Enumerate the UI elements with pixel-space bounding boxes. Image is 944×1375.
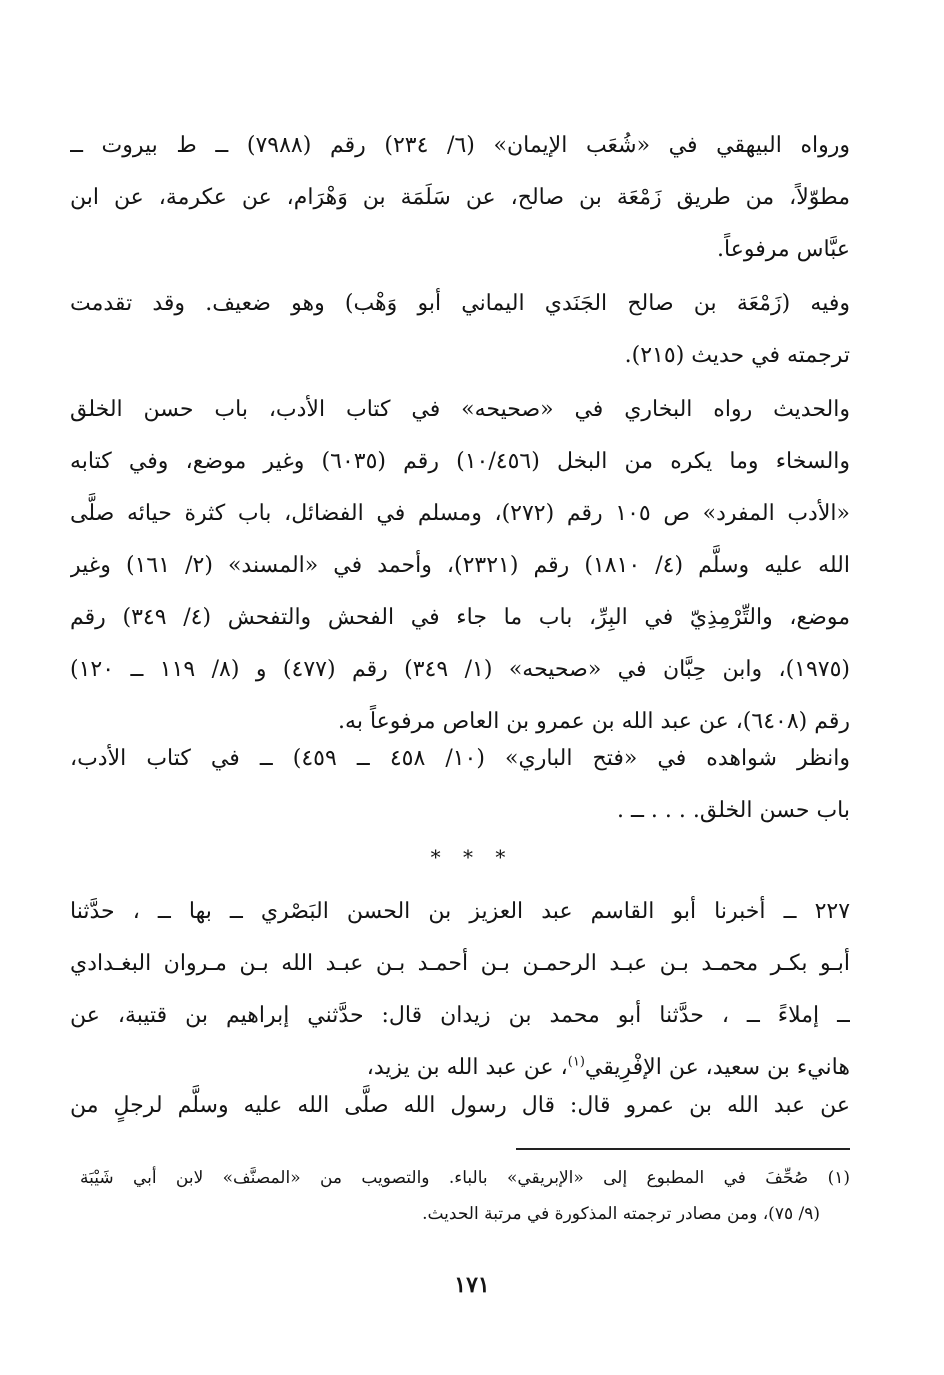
hadith-matn (70, 1080, 850, 1132)
text-line: الله عليه وسلَّم (٤/ ١٨١٠) رقم (٢٣٢١)، وأحمد في «المسند» (٢/ ١٦١) وغير (70, 553, 850, 578)
text-line: وفيه (زَمْعَة بن صالح الجَنَدي اليماني أبو وَهْب) وهو ضعيف. وقد تقدمت (70, 291, 850, 316)
text-line: ورواه البيهقي في «شُعَب الإيمان» (٦/ ٢٣٤) رقم (٧٩٨٨) ــ ط بيروت ــ (70, 133, 850, 158)
text-line: ترجمته في حديث (٢١٥). (624, 343, 850, 368)
paragraph-narrator-note (70, 278, 850, 382)
footnote (80, 1160, 850, 1232)
footnote-reference[interactable]: (١) (567, 1054, 585, 1070)
text-line: والحديث رواه البخاري في «صحيحه» في كتاب الأدب، باب حسن الخلق (70, 397, 850, 422)
footnote-line: (١) صُحِّفَ في المطبوع إلى «الإبريقي» بالباء. والتصويب من «المصنَّف» لابن أبي شَيْبَة (80, 1168, 850, 1188)
paragraph-bayhaqi-narration (70, 120, 850, 276)
text-line: موضع، والتِّرْمِذِيّ في البِرِّ، باب ما جاء في الفحش والتفحش (٤/ ٣٤٩) رقم (70, 605, 850, 630)
paragraph-shawahid (70, 733, 850, 837)
text-line: (١٩٧٥)، وابن حِبَّان في «صحيحه» (١/ ٣٤٩) رقم (٤٧٧) و (٨/ ١١٩ ــ ١٢٠) (70, 657, 850, 682)
text-segment: هانيء بن سعيد، عن الإفْرِيقي (584, 1055, 850, 1080)
text-line: مطوّلاً، من طريق زَمْعَة بن صالح، عن سَلَمَة بن وَهْرَام، عن عكرمة، عن ابن (70, 185, 850, 210)
section-separator: * * * (430, 845, 514, 869)
text-line: ٢٢٧ ــ أخبرنا أبو القاسم عبد العزيز بن الحسن البَصْري ــ بها ــ ، حدَّثنا (70, 899, 850, 924)
text-line: عن عبد الله بن عمرو قال: قال رسول الله صلَّى الله عليه وسلَّم لرجلٍ من (70, 1093, 850, 1118)
text-line: وانظر شواهده في «فتح الباري» (١٠/ ٤٥٨ ــ ٤٥٩) ــ في كتاب الأدب، (70, 746, 850, 771)
text-line: «الأدب المفرد» ص ١٠٥ رقم (٢٧٢)، ومسلم في الفضائل، باب كثرة حيائه صلَّى (70, 501, 850, 526)
footnote-divider (516, 1148, 850, 1150)
hadith-isnad (70, 886, 850, 1094)
text-segment: ، عن عبد الله بن يزيد، (366, 1055, 568, 1080)
text-line: ــ إملاءً ــ ، حدَّثنا أبو محمد بن زيدان قال: حدَّثني إبراهيم بن قتيبة، عن (70, 1003, 850, 1028)
text-line: عبَّاس مرفوعاً. (717, 237, 850, 262)
footnote-line: (٩/ ٧٥)، ومن مصادر ترجمته المذكورة في مرتبة الحديث. (422, 1204, 820, 1224)
text-line: باب حسن الخلق. . . . ــ . (617, 798, 850, 823)
text-line: رقم (٦٤٠٨)، عن عبد الله بن عمرو بن العاص مرفوعاً به. (338, 709, 850, 734)
text-line: والسخاء وما يكره من البخل (١٠/٤٥٦) رقم (٦٠٣٥) وغير موضع، وفي كتابه (70, 449, 850, 474)
page-number: ١٧١ (454, 1272, 490, 1298)
paragraph-takhrij-sources (70, 384, 850, 748)
text-line: أبـو بكـر محمـد بـن عبـد الرحمـن بـن أحمـد بـن عبـد الله بـن مـروان البغـدادي (70, 951, 850, 976)
